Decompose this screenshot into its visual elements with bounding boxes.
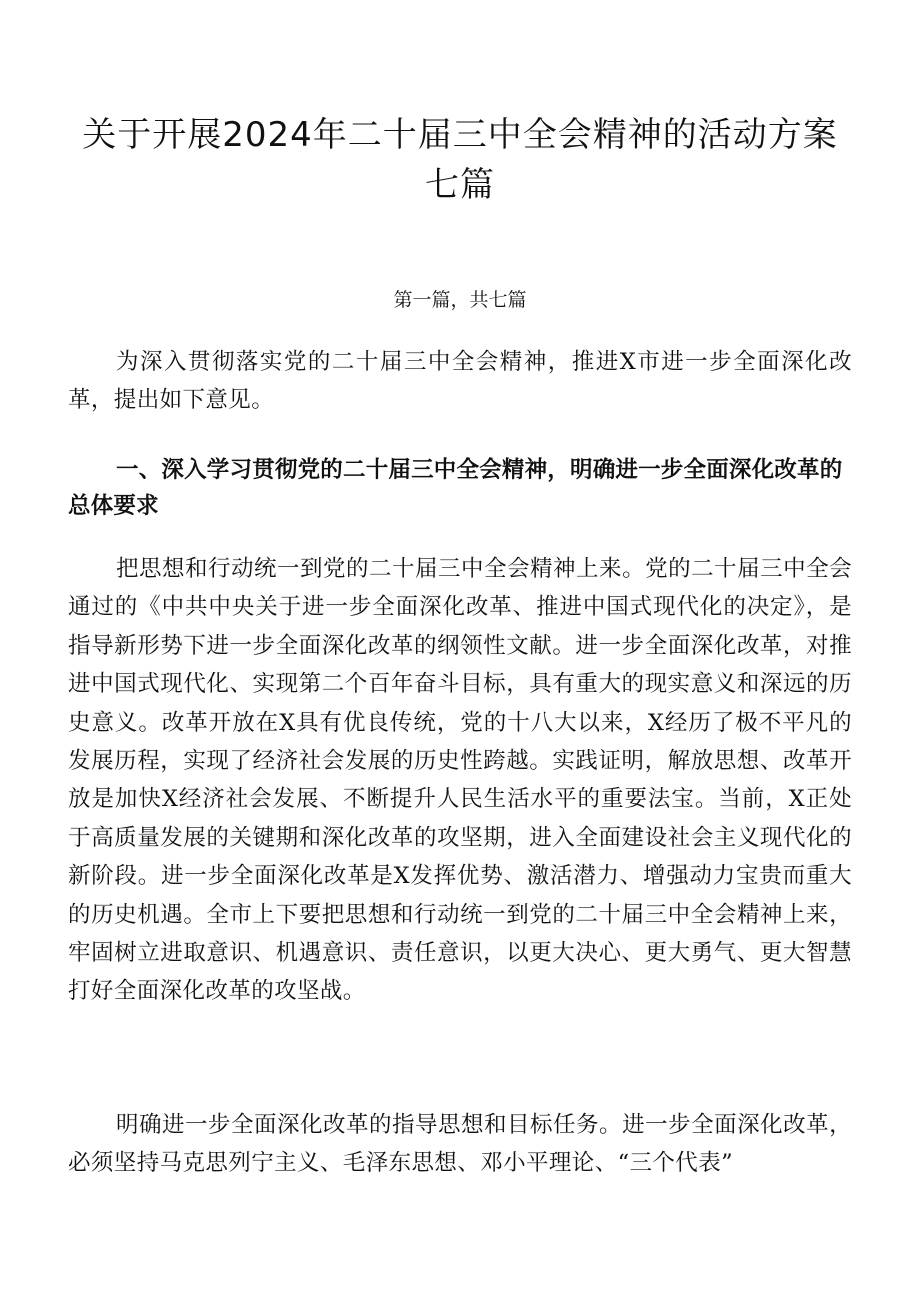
document-subtitle: 第一篇，共七篇 — [393, 289, 527, 311]
document-title: 关于开展2024年二十届三中全会精神的活动方案七篇 — [82, 115, 838, 205]
intro-paragraph: 为深入贯彻落实党的二十届三中全会精神，推进X市进一步全面深化改革，提出如下意见。 — [68, 349, 852, 414]
body-paragraph: 把思想和行动统一到党的二十届三中全会精神上来。党的二十届三中全会通过的《中共中央关于进一步全面深化改革、推进中国式现代化的决定》，是指导新形势下进一步全面深化改革的纲领性文献。进一步全面深化改革，对推进中国式现代化、实现第二个百年奋斗目标，具有重大的现实意义和深远的历史意义。改革开放在X具有优良传统，党的十八大以来，X经历了极不平凡的发展历程，实现了经济社会发展的历史性跨越。实践证明，解放思想、改革开放是加快X经济社会发展、不断提升人民生活水平的重要法宝。当前，X正处于高质量发展的关键期和深化改革的攻坚期，进入全面建设社会主义现代化的新阶段。进一步全面深化改革是X发挥优势、激活潜力、增强动力宝贵而重大的历史机遇。全市上下要把思想和行动统一到党的二十届三中全会精神上来，牢固树立进取意识、机遇意识、责任意识，以更大决心、更大勇气、更大智慧打好全面深化改革的攻坚战。 — [68, 556, 852, 1005]
section-heading: 一、深入学习贯彻党的二十届三中全会精神，明确进一步全面深化改革的总体要求 — [68, 457, 843, 519]
body-paragraph: 明确进一步全面深化改革的指导思想和目标任务。进一步全面深化改革，必须坚持马克思列宁主义、毛泽东思想、邓小平理论、“三个代表” — [68, 1112, 852, 1177]
